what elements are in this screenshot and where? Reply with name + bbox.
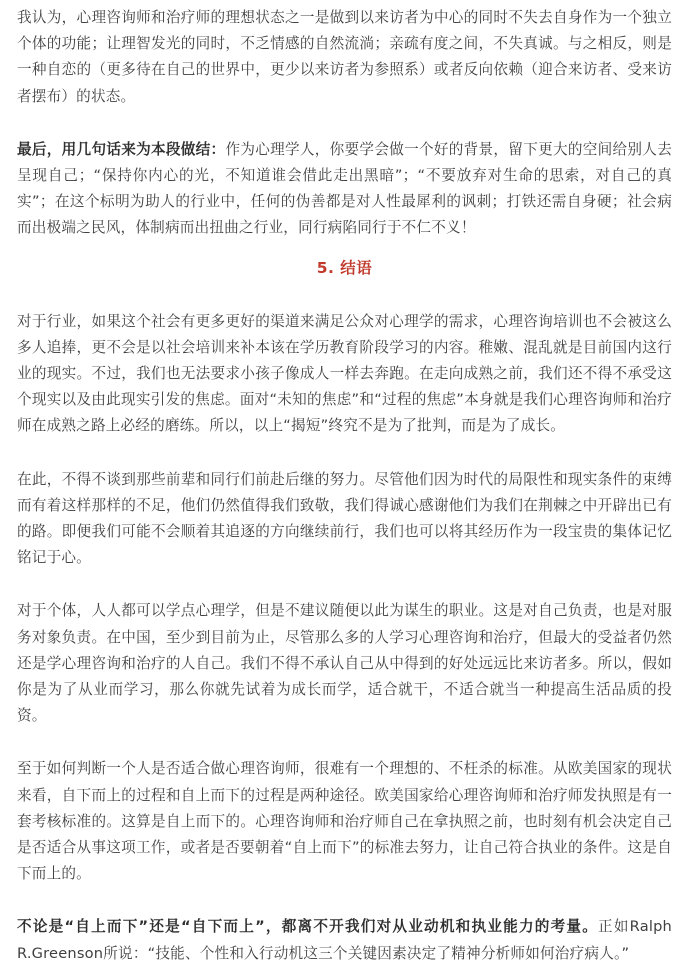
article-body bbox=[17, 0, 672, 967]
summary-text: 作为心理学人，你要学会做一个好的背景，留下更大的空间给别人去呈现自己；“保持你内心的光，不知道谁会借此走出黑暗”；“不要放弃对生命的思索，对自己的真实”；在这个标明为助人的行业中，任何的伪善都是对人性最犀利的讽刺；打铁还需自身硬；社会病而出极端之民风，体制病而出扭曲之行业，同行病陷同行于不仁不义！ bbox=[17, 140, 672, 237]
paragraph-predecessors: 在此，不得不谈到那些前辈和同行们前赴后继的努力。尽管他们因为时代的局限性和现实条件的束缚而有着这样那样的不足，他们仍然值得我们致敬，我们得诚心感谢他们为我们在荆棘之中开辟出已有的路。即便我们可能不会顺着其追逐的方向继续前行，我们也可以将其经历作为一段宝贵的集体记忆铭记于心。 bbox=[17, 470, 672, 567]
paragraph-spacer bbox=[17, 440, 672, 467]
conclusion-lead: 不论是“自上而下”还是“自下而上”，都离不开我们对从业动机和执业能力的考量。 bbox=[17, 918, 599, 936]
heading-spacer bbox=[17, 281, 672, 309]
paragraph-spacer bbox=[17, 571, 672, 598]
summary-lead: 最后，用几句话来为本段做结： bbox=[17, 140, 226, 158]
heading-spacer bbox=[17, 242, 672, 255]
paragraph-conclusion bbox=[17, 914, 672, 966]
paragraph-spacer bbox=[17, 729, 672, 756]
paragraph-judgement: 至于如何判断一个人是否适合做心理咨询师，很难有一个理想的、不枉杀的标准。从欧美国家的现状来看，自下而上的过程和自上而下的过程是两种途径。欧美国家给心理咨询师和治疗师发执照是有一套考核标准的。这算是自上而下的。心理咨询师和治疗师自己在拿执照之前，也时刻有机会决定自己是否适合从事这项工作，或者是否要朝着“自上而下”的标准去努力，让自己符合执业的条件。这是自下而上的。 bbox=[17, 760, 672, 883]
conclusion-quote: 正如Ralph R.Greenson所说：“技能、个性和入行动机这三个关键因素决定了精神分析师如何治疗病人。” bbox=[17, 918, 673, 962]
paragraph-spacer bbox=[17, 887, 672, 914]
paragraph-individual: 对于个体，人人都可以学点心理学，但是不建议随便以此为谋生的职业。这是对自己负责，也是对服务对象负责。在中国，至少到目前为止，尽管那么多的人学习心理咨询和治疗，但最大的受益者仍然还是学心理咨询和治疗的人自己。我们不得不承认自己从中得到的好处远远比来访者多。所以，假如你是为了从业而学习，那么你就先试着为成长而学，适合就干，不适合就当一种提高生活品质的投资。 bbox=[17, 602, 672, 725]
paragraph-industry: 对于行业，如果这个社会有更多更好的渠道来满足公众对心理学的需求，心理咨询培训也不会被这么多人追捧，更不会是以社会培训来补本该在学历教育阶段学习的内容。稚嫩、混乱就是目前国内这行业的现实。不过，我们也无法要求小孩子像成人一样去奔跑。在走向成熟之前，我们还不得不承受这个现实以及由此现实引发的焦虑。面对“未知的焦虑”和“过程的焦虑”本身就是我们心理咨询师和治疗师在成熟之路上必经的磨练。所以，以上“揭短”终究不是为了批判，而是为了成长。 bbox=[17, 312, 672, 435]
section-heading: 5. 结语 bbox=[316, 258, 373, 277]
paragraph-ideal-state: 我认为，心理咨询师和治疗师的理想状态之一是做到以来访者为中心的同时不失去自身作为一个独立个体的功能；让理智发光的同时，不乏情感的自然流淌；亲疏有度之间，不失真诚。与之相反，则是一种自恋的（更多待在自己的世界中，更少以来访者为参照系）或者反向依赖（迎合来访者、受来访者摆布）的状态。 bbox=[17, 9, 672, 105]
paragraph-summary bbox=[17, 137, 672, 242]
paragraph-spacer bbox=[17, 110, 672, 137]
